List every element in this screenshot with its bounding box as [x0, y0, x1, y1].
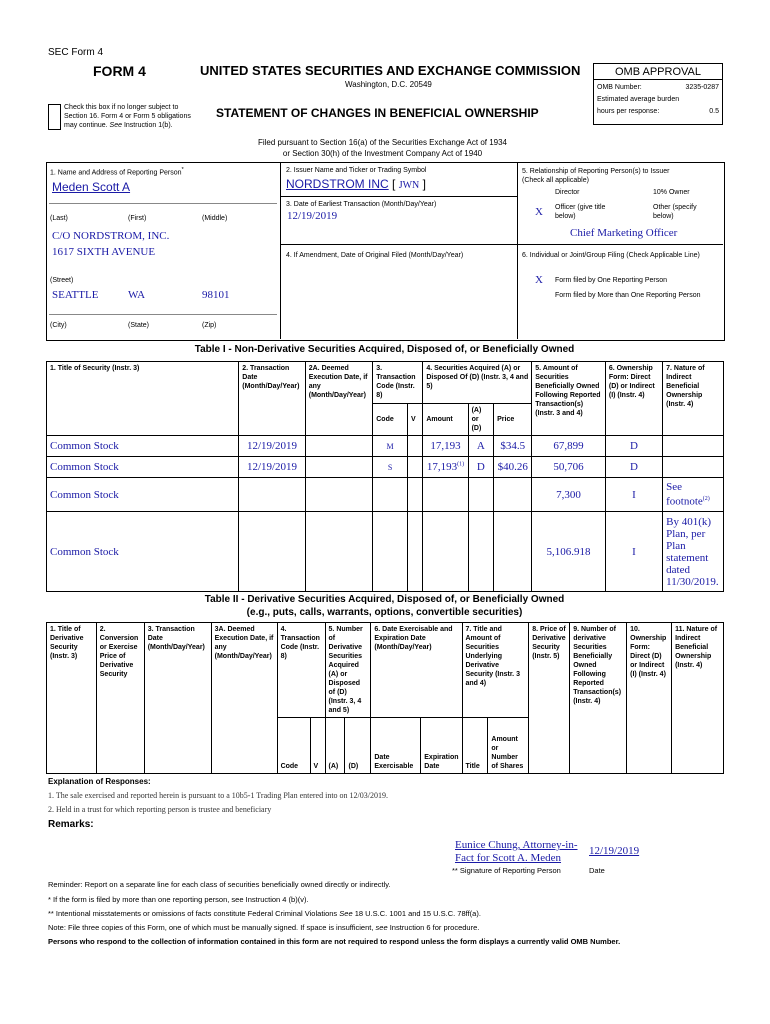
t1-col1-header: 1. Title of Security (Instr. 3) — [47, 362, 239, 436]
table-row — [47, 512, 724, 592]
table-row — [47, 436, 724, 457]
transaction-date: 12/19/2019 — [239, 457, 305, 478]
city-label: (City) — [50, 322, 67, 329]
transaction-amount: 17,193$^{(1)}$ — [423, 457, 468, 478]
ten-percent-option[interactable]: 10% Owner — [653, 189, 690, 196]
table1-title: Table I - Non-Derivative Securities Acquired, Disposed of, or Beneficially Owned — [194, 344, 575, 355]
middle-label: (Middle) — [202, 215, 228, 222]
t2-d-header: (D) — [345, 718, 371, 774]
omb-hours: 0.5 — [709, 108, 719, 115]
t1-col3-header: 3. Transaction Code (Instr. 8) — [373, 362, 423, 404]
persons-note: Persons who respond to the collection of information contained in this form are not required to respond unless the form displays a currently valid OMB Number. — [48, 937, 621, 946]
no-longer-subject-checkbox[interactable] — [48, 104, 61, 130]
filed-pursuant: Filed pursuant to Section 16(a) of the Securities Exchange Act of 1934 or Section 30(h) of the Investment Company Act of 1940 — [257, 138, 508, 158]
checkbox-text: Check this box if no longer subject to Section 16. Form 4 or Form 5 obligations may continue. See Instruction 1(b). — [64, 104, 191, 129]
transaction-amount: 17,193 — [423, 436, 468, 457]
officer-option[interactable]: Officer (give title below) — [555, 204, 606, 220]
acquired-disposed: A — [468, 436, 494, 457]
t1-col7-header: 7. Nature of Indirect Beneficial Ownership (Instr. 4) — [663, 362, 724, 436]
t1-col4-header: 4. Securities Acquired (A) or Disposed Of (D) (Instr. 3, 4 and 5) — [423, 362, 532, 404]
security-title: Common Stock — [47, 436, 239, 457]
joint-filing-label: 6. Individual or Joint/Group Filing (Check Applicable Line) — [522, 252, 700, 259]
address-line-2: 1617 SIXTH AVENUE — [52, 246, 156, 258]
reporting-person-name[interactable]: Meden Scott A — [52, 180, 131, 194]
first-label: (First) — [128, 215, 147, 222]
copies-note: Note: File three copies of this Form, one of which must be manually signed. If space is insufficient, see Instruction 6 for procedure. — [48, 923, 480, 932]
earliest-transaction-date: 12/19/2019 — [287, 210, 338, 222]
t2-col2-header: 2. Conversion or Exercise Price of Derivative Security — [96, 623, 144, 774]
omb-title: OMB APPROVAL — [594, 64, 722, 80]
t1-col6-header: 6. Ownership Form: Direct (D) or Indirect (I) (Instr. 4) — [605, 362, 662, 436]
last-label: (Last) — [50, 215, 68, 222]
issuer-label: 2. Issuer Name and Ticker or Trading Symbol — [286, 167, 427, 174]
zip-value: 98101 — [202, 289, 230, 301]
t2-col6-header: 6. Date Exercisable and Expiration Date (Month/Day/Year) — [371, 623, 462, 718]
officer-mark: X — [535, 206, 543, 218]
omb-burden-label: Estimated average burden — [597, 96, 680, 103]
street-label: (Street) — [50, 277, 74, 284]
table2 — [46, 622, 724, 774]
t2-code-header: Code — [277, 718, 310, 774]
signature-date-label: Date — [589, 866, 605, 875]
double-star-note: ** Intentional misstatements or omissions of facts constitute Federal Criminal Violations See 18 U.S.C. 1001 and 15 U.S.C. 78ff(a). — [48, 909, 481, 918]
omb-number: 3235-0287 — [685, 84, 719, 91]
ownership-form: D — [605, 457, 662, 478]
security-title: Common Stock — [47, 457, 239, 478]
state-label: (State) — [128, 322, 150, 329]
ownership-form: D — [605, 436, 662, 457]
agency-title: UNITED STATES SECURITIES AND EXCHANGE COMMISSION — [200, 63, 581, 78]
transaction-date: 12/19/2019 — [239, 436, 305, 457]
t2-col5-header: 5. Number of Derivative Securities Acquired (A) or Disposed of (D) (Instr. 3, 4 and 5) — [325, 623, 371, 718]
issuer-name[interactable]: NORDSTROM INC — [286, 177, 389, 191]
amendment-label: 4. If Amendment, Date of Original Filed (Month/Day/Year) — [286, 252, 464, 259]
footnote-2: 2. Held in a trust for which reporting person is trustee and beneficiary — [48, 805, 272, 814]
state-value: WA — [128, 289, 146, 301]
omb-number-label: OMB Number: — [597, 84, 642, 91]
other-option[interactable]: Other (specify below) — [653, 204, 697, 220]
table-row — [47, 478, 724, 512]
transaction-price: $40.26 — [494, 457, 532, 478]
issuer-ticker: JWN — [398, 180, 420, 191]
t1-col2-header: 2. Transaction Date (Month/Day/Year) — [239, 362, 305, 436]
t2-col10-header: 10. Ownership Form: Direct (D) or Indirect (I) (Instr. 4) — [627, 623, 672, 774]
security-title: Common Stock — [47, 512, 239, 592]
address-line-1: C/O NORDSTROM, INC. — [52, 230, 170, 242]
ownership-nature: By 401(k) Plan, per Plan statement dated 11/30/2019. — [663, 512, 724, 592]
transaction-code: M — [373, 436, 408, 457]
footnote-1: 1. The sale exercised and reported herein is pursuant to a 10b5-1 Trading Plan entered into on 12/03/2019. — [48, 791, 388, 800]
omb-approval-box — [593, 63, 723, 125]
acquired-disposed: D — [468, 457, 494, 478]
t2-amount-shares-header: Amount or Number of Shares — [488, 718, 529, 774]
t2-expiration-header: Expiration Date — [421, 718, 462, 774]
t2-col9-header: 9. Number of derivative Securities Beneficially Owned Following Reported Transaction(s) (Instr. 4) — [570, 623, 627, 774]
t2-title-header: Title — [462, 718, 488, 774]
t2-col4-header: 4. Transaction Code (Instr. 8) — [277, 623, 325, 718]
statement-title: STATEMENT OF CHANGES IN BENEFICIAL OWNERSHIP — [216, 106, 539, 120]
t2-date-exercisable-header: Date Exercisable — [371, 718, 421, 774]
reminder-text: Reminder: Report on a separate line for each class of securities beneficially owned directly or indirectly. — [48, 880, 391, 889]
amount-owned: 7,300 — [532, 478, 606, 512]
city-value: SEATTLE — [52, 289, 99, 301]
issuer-name-line: NORDSTROM INC [ JWN ] — [286, 177, 426, 191]
reporting-person-label: 1. Name and Address of Reporting Person* — [50, 167, 184, 177]
officer-title: Chief Marketing Officer — [570, 227, 678, 239]
ownership-nature — [663, 436, 724, 457]
agency-city: Washington, D.C. 20549 — [345, 80, 432, 89]
t1-code-header: Code — [373, 404, 408, 436]
one-person-mark: X — [535, 274, 543, 286]
relationship-label: 5. Relationship of Reporting Person(s) to Issuer (Check all applicable) — [522, 168, 670, 184]
signature-label: ** Signature of Reporting Person — [452, 866, 561, 875]
amount-owned: 67,899 — [532, 436, 606, 457]
t2-col8-header: 8. Price of Derivative Security (Instr. 5) — [529, 623, 570, 774]
t2-v-header: V — [310, 718, 325, 774]
explanation-label: Explanation of Responses: — [48, 777, 151, 786]
ownership-nature — [663, 457, 724, 478]
omb-hours-label: hours per response: — [597, 108, 660, 115]
table2-title: Table II - Derivative Securities Acquired, Disposed of, or Beneficially Owned (e.g., puts, calls, warrants, options, convertible securities) — [204, 594, 565, 618]
security-title: Common Stock — [47, 478, 239, 512]
t2-col11-header: 11. Nature of Indirect Beneficial Ownership (Instr. 4) — [672, 623, 724, 774]
amount-owned: 50,706 — [532, 457, 606, 478]
t1-price-header: Price — [494, 404, 532, 436]
signature-date: 12/19/2019 — [589, 845, 640, 857]
signature-name: Eunice Chung, Attorney-in- Fact for Scott A. Meden — [455, 839, 578, 864]
t1-col2a-header: 2A. Deemed Execution Date, if any (Month/Day/Year) — [305, 362, 373, 436]
t1-amount-header: Amount — [423, 404, 468, 436]
t1-v-header: V — [408, 404, 423, 436]
t2-col1-header: 1. Title of Derivative Security (Instr. 3) — [47, 623, 97, 774]
t1-col5-header: 5. Amount of Securities Beneficially Owned Following Reported Transaction(s) (Instr. 3 and 4) — [532, 362, 606, 436]
remarks-label: Remarks: — [48, 819, 94, 830]
ownership-form: I — [605, 512, 662, 592]
table-row — [47, 457, 724, 478]
sec-form-label: SEC Form 4 — [48, 47, 104, 58]
table1 — [46, 361, 724, 592]
t2-col3-header: 3. Transaction Date (Month/Day/Year) — [144, 623, 211, 774]
director-option[interactable]: Director — [555, 189, 580, 196]
transaction-price: $34.5 — [494, 436, 532, 457]
t2-a-header: (A) — [325, 718, 345, 774]
ownership-nature: See footnote$^{(2)}$ — [663, 478, 724, 512]
zip-label: (Zip) — [202, 322, 217, 329]
transaction-code: S — [373, 457, 408, 478]
star-note: * If the form is filed by more than one reporting person, see Instruction 4 (b)(v). — [48, 895, 309, 904]
t1-ad-header: (A) or (D) — [468, 404, 494, 436]
earliest-transaction-label: 3. Date of Earliest Transaction (Month/Day/Year) — [286, 201, 437, 208]
amount-owned: 5,106.918 — [532, 512, 606, 592]
t2-col3a-header: 3A. Deemed Execution Date, if any (Month/Day/Year) — [211, 623, 277, 774]
more-person-option[interactable]: Form filed by More than One Reporting Person — [555, 292, 701, 299]
t2-col7-header: 7. Title and Amount of Securities Underlying Derivative Security (Instr. 3 and 4) — [462, 623, 529, 718]
form-number: FORM 4 — [93, 63, 146, 79]
one-person-option[interactable]: Form filed by One Reporting Person — [555, 277, 668, 284]
ownership-form: I — [605, 478, 662, 512]
